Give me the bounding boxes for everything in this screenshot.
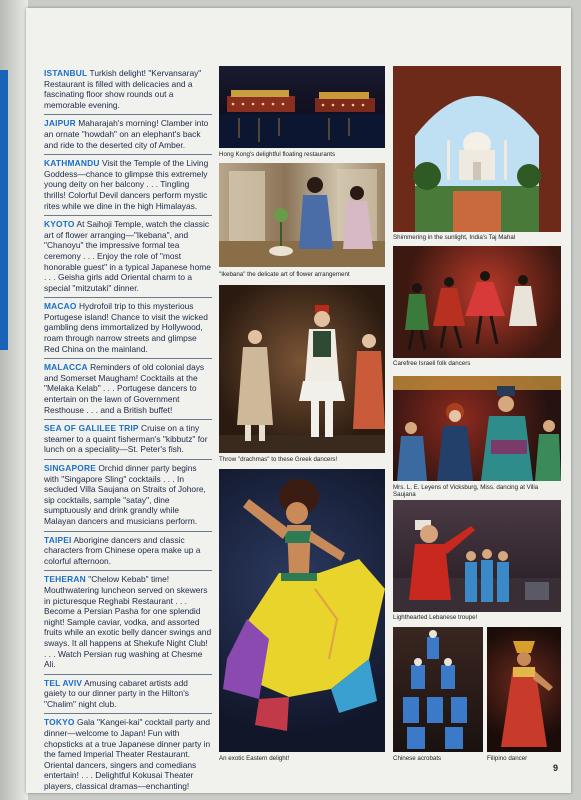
greek-dancers-photo [219,285,385,453]
previous-page-edge [0,70,8,350]
page-number: 9 [553,763,559,773]
chinese-acrobats-caption: Chinese acrobats [393,755,483,762]
eastern-caption: An exotic Eastern delight! [219,755,385,762]
villa-caption: Mrs. L. E. Leyens of Vicksburg, Miss. dancing at Villa Saujana [393,484,561,500]
israeli-caption: Carefree Israeli folk dancers [393,360,561,367]
entry-teheran: TEHERAN "Chelow Kebab" time! Mouthwatering luncheon served on skewers in picturesque Reghabi Restaurant . . . Become a Persian Pasha for one splendid night! Sample caviar, vodka, and assorted fruits while an exotic belly dancer swings and sways. It all happens at Shekufe Night Club! . . . Watch Persian rug washing at Chesme Ali. [44,571,212,674]
hongkong-caption: Hong Kong's delightful floating restaurants [219,151,385,158]
taj-mahal-caption: Shimmering in the sunlight, India's Taj Mahal [393,234,561,241]
destinations-column [44,65,212,792]
villa-saujana-photo [393,376,561,481]
lebanese-caption: Lighthearted Lebanese troupe! [393,614,561,621]
entry-sea-of-galilee: SEA OF GALILEE TRIP Cruise on a tiny steamer to a quaint fisherman's "kibbutz" for lunch on a speciality—St. Peter's fish. [44,420,212,460]
filipino-dancer-photo [487,627,561,752]
entry-macao: MACAO Hydrofoil trip to this mysterious Portugese island! Chance to visit the wicked gambling dens immortalized by Hollywood, roam through narrow streets and glimpse Red China on the mainland. [44,298,212,359]
entry-jaipur: JAIPUR Maharajah's morning! Clamber into an ornate "howdah" on an elephant's back and ride to the deserted city of Amber. [44,115,212,155]
exotic-dancer-photo [219,469,385,752]
hongkong-restaurant-photo [219,66,385,148]
israeli-dancers-photo [393,246,561,358]
ikebana-photo [219,163,385,267]
entry-kyoto: KYOTO At Saihoji Temple, watch the classic art of flower arranging—"Ikebana", and "Chanoyu" the impressive formal tea ceremony . . . Enjoy the role of "most honorable guest" in a typical Japanese home . . . Geisha girls add Oriental charm to a special "mitzutaki" dinner. [44,216,212,298]
entry-tokyo: TOKYO Gala "Kangei-kai" cocktail party and dinner—welcome to Japan! Fun with chopsticks at a true Japanese dinner party in the famed Imperial Theater Restaurant. Oriental dancers, singers and comedians entertain! . . . Delightful Kokusai Theater players, classical dramas—enchanting! [44,717,211,792]
entry-kathmandu: KATHMANDU Visit the Temple of the Living Goddess—chance to glimpse this extremely young deity on her balcony . . . Tingling thrills! Colorful Devil dancers perform mystic rites while we dine in the high Himalayas. [44,155,212,216]
filipino-caption: Filipino dancer [487,755,561,762]
entry-singapore: SINGAPORE Orchid dinner party begins with "Singapore Sling" cocktails . . . In secluded Villa Saujana on Straits of Johore, sip cocktails, sample "satay", dine sumptuously and drink grandly while Malayan dancers and musicians perform. [44,460,212,532]
entry-taipei: TAIPEI Aborigine dancers and classic characters from Chinese opera make up a colorful afternoon. [44,532,212,572]
chinese-acrobats-photo [393,627,483,752]
ikebana-caption: "Ikebana" the delicate art of flower arrangement [219,271,385,278]
greek-caption: Throw "drachmas" to these Greek dancers! [219,456,385,463]
entry-istanbul: ISTANBUL Turkish delight! "Kervansaray" Restaurant is filled with delicacies and a fascinating floor show rounds out a memorable evening. [44,65,212,115]
entry-tel-aviv: TEL AVIV Amusing cabaret artists add gaiety to our dinner party in the Hilton's "Chalim" night club. [44,675,212,715]
taj-mahal-photo [393,66,561,232]
entry-malacca: MALACCA Reminders of old colonial days and Somerset Maugham! Cocktails at the "Melaka Kelab" . . . Portugese dancers to entertain on the lawn of Government Resthouse . . . and a British buffet! [44,359,212,420]
lebanese-troupe-photo [393,500,561,612]
